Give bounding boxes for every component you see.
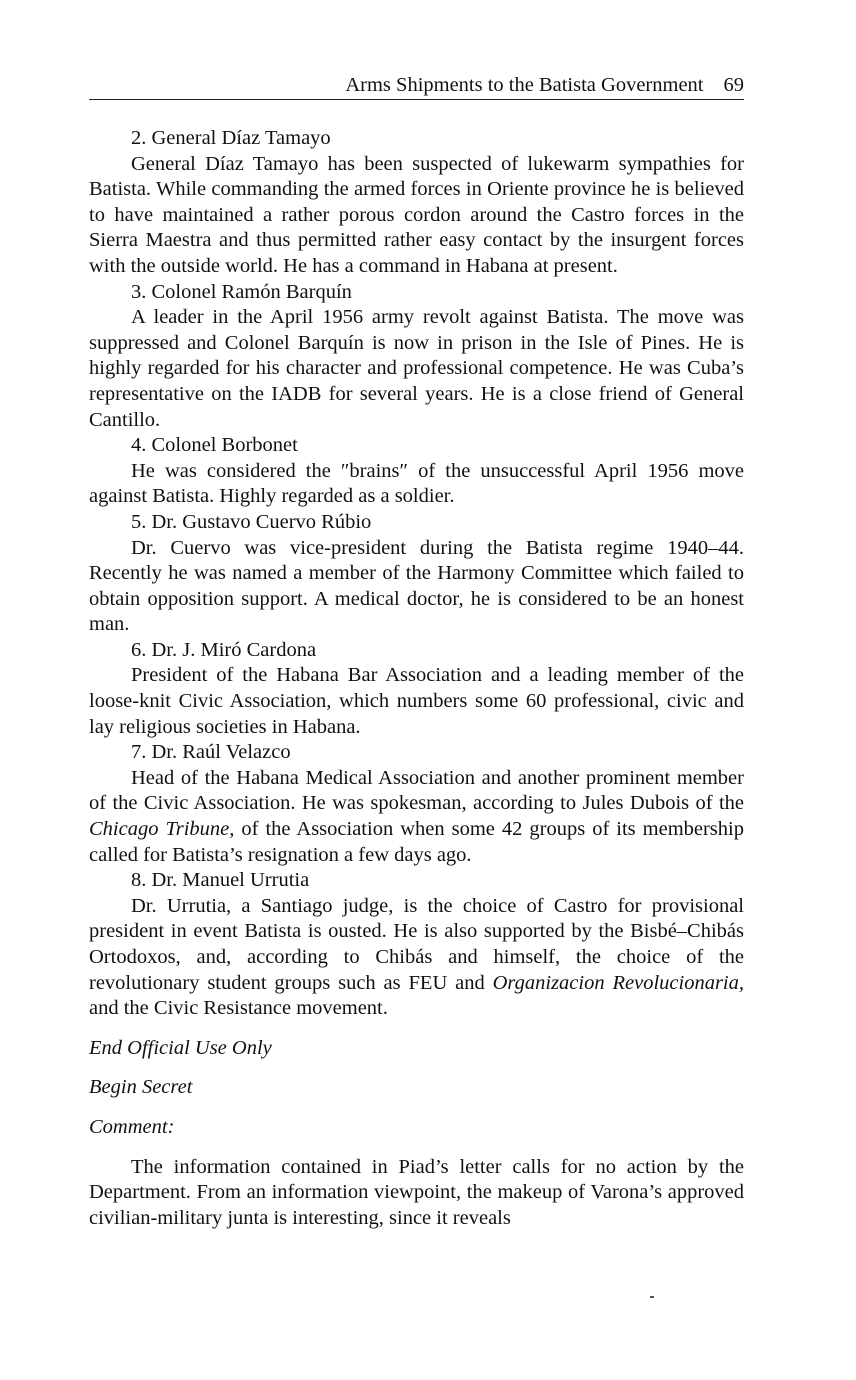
entry-text: General Díaz Tamayo has been suspected of lukewarm sympathies for Batista. While commanding the armed forces in Oriente province he is believed to have maintained a rather porous cordon around the Castro forces in the Sierra Maestra and thus permitted rather easy contact by the insurgent forces with the outside world. He has a command in Habana at present. [89, 152, 744, 277]
entry-heading: 4. Colonel Borbonet [131, 434, 298, 457]
entry-text [89, 766, 744, 868]
entry-colonel-borbonet [89, 433, 744, 510]
entry-text-part: Dr. Urrutia, a Santiago judge, is the choice of Castro for provisional president in event Batista is ousted. He is also supported by the Bisbé–Chibás Ortodoxos, and, according to Chibás and himself, the choice of the revolutionary student groups such as FEU and [89, 894, 744, 994]
comment-paragraph: The information contained in Piad’s letter calls for no action by the Department. From an information viewpoint, the makeup of Varona’s approved civilian-military junta is interesting, since it reveals [89, 1155, 744, 1229]
entry-text-part: of the Association when some 42 groups of its membership called for Batista’s resignation a few days ago. [89, 818, 744, 866]
comment-label: Comment: [89, 1115, 175, 1138]
entry-text [89, 894, 744, 1022]
page-number: 69 [723, 74, 744, 96]
document-body [89, 126, 744, 1231]
entry-general-diaz-tamayo [89, 126, 744, 280]
entry-text: President of the Habana Bar Association and a leading member of the loose-knit Civic Association, which numbers some 60 professional, civic and lay religious societies in Habana. [89, 664, 744, 738]
entry-text: A leader in the April 1956 army revolt against Batista. The move was suppressed and Colonel Barquín is now in prison in the Isle of Pines. He is highly regarded for his character and professional competence. He was Cuba’s representative on the IADB for several years. He is a close friend of General Cantillo. [89, 306, 744, 431]
entry-colonel-barquin [89, 280, 744, 434]
entry-text-part: and the Civic Resistance movement. [89, 997, 388, 1020]
entry-heading: 7. Dr. Raúl Velazco [131, 741, 291, 764]
print-speck [650, 1296, 654, 1298]
publication-title: Chicago Tribune, [89, 818, 235, 841]
entry-dr-manuel-urrutia [89, 868, 744, 1022]
entry-dr-miro-cardona [89, 638, 744, 740]
entry-heading: 6. Dr. J. Miró Cardona [131, 638, 317, 661]
entry-heading: 5. Dr. Gustavo Cuervo Rúbio [131, 510, 372, 533]
entry-heading: 2. General Díaz Tamayo [131, 127, 331, 149]
document-page [89, 72, 744, 1231]
begin-secret-marker: Begin Secret [89, 1076, 193, 1099]
entry-heading: 3. Colonel Ramón Barquín [131, 280, 352, 303]
running-title: Arms Shipments to the Batista Government [345, 74, 704, 96]
entry-heading: 8. Dr. Manuel Urrutia [131, 869, 310, 892]
entry-dr-cuervo-rubio [89, 510, 744, 638]
entry-text: He was considered the ″brains″ of the unsuccessful April 1956 move against Batista. Highly regarded as a soldier. [89, 459, 744, 508]
entry-text-part: Head of the Habana Medical Association and another prominent member of the Civic Association. He was spokesman, according to Jules Dubois of the [89, 766, 744, 815]
running-header [89, 72, 744, 100]
entry-dr-raul-velazco [89, 740, 744, 868]
organization-name: Organizacion Revolucionaria, [492, 971, 744, 994]
entry-text: Dr. Cuervo was vice-president during the Batista regime 1940–44. Recently he was named a member of the Harmony Committee which failed to obtain opposition support. A medical doctor, he is considered to be an honest man. [89, 536, 744, 636]
end-official-use-marker: End Official Use Only [89, 1036, 272, 1059]
